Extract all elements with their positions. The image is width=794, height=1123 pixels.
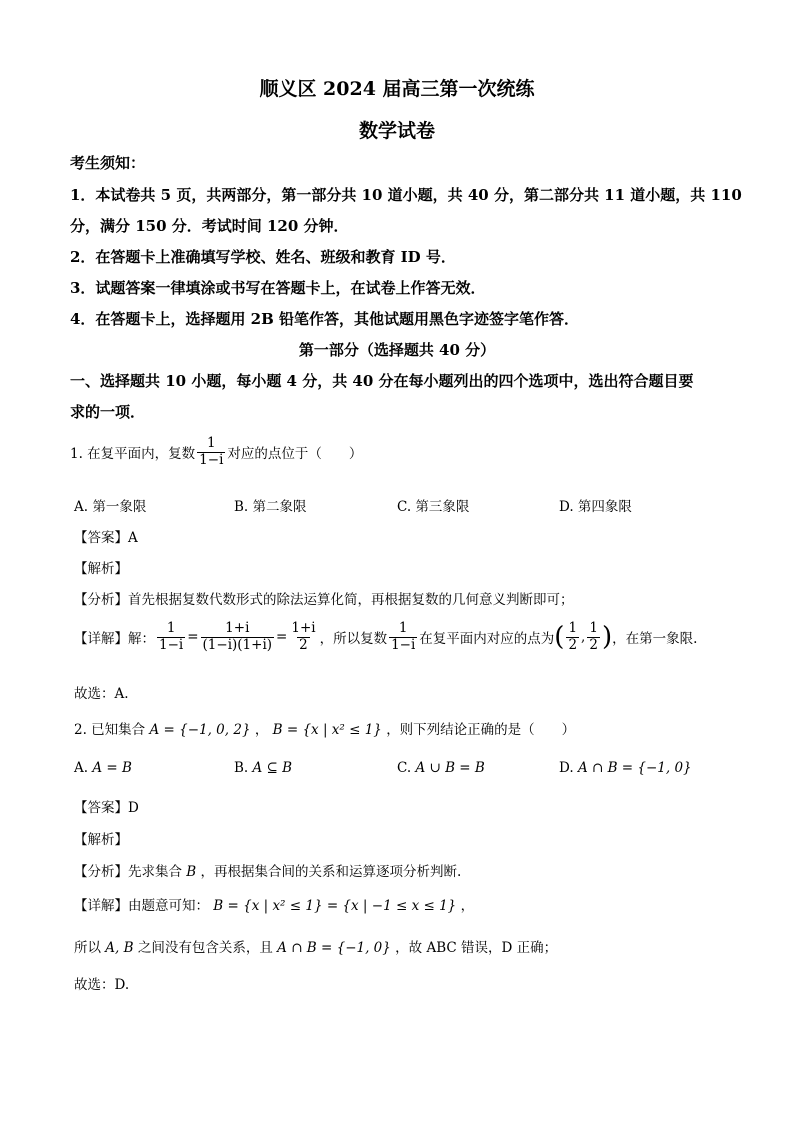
notice-item-1-cont: 分，满分 150 分．考试时间 120 分钟． bbox=[70, 217, 349, 235]
q1-detail-frac3 bbox=[289, 621, 317, 653]
q1-detail-eq1: = bbox=[187, 629, 199, 646]
q1-option-a: A. 第一象限 bbox=[74, 499, 147, 515]
exam-title: 顺义区 2024 届高三第一次统练 bbox=[259, 78, 535, 100]
q2-detail-label: 【详解】由题意可知： bbox=[74, 898, 209, 914]
q2-option-a-letter: A. bbox=[74, 760, 89, 776]
q2-option-b-letter: B. bbox=[234, 760, 249, 776]
notice-item-4: 4．在答题卡上，选择题用 2B 铅笔作答，其他试题用黑色字迹签字笔作答． bbox=[70, 310, 579, 328]
q1-detail-frac2 bbox=[201, 621, 275, 653]
q2-line2-var: A, B bbox=[105, 940, 134, 956]
q1-point-y-num: 1 bbox=[589, 620, 598, 636]
notice-item-1: 1．本试卷共 5 页，共两部分，第一部分共 10 道小题，共 40 分，第二部分共 11 道小题，共 110 bbox=[70, 186, 742, 204]
q2-stem bbox=[74, 718, 575, 738]
q2-option-c-expr: A ∪ B = B bbox=[415, 760, 485, 776]
q2-line2-expr: A ∩ B = {−1, 0} bbox=[277, 940, 391, 956]
q1-point-y-den: 2 bbox=[589, 636, 598, 653]
q2-prefix: 2. 已知集合 bbox=[74, 722, 146, 738]
notice-heading: 考生须知： bbox=[70, 154, 146, 172]
q1-detail-end: ，在第一象限. bbox=[612, 631, 698, 648]
q2-fenxi-prefix: 【分析】先求集合 bbox=[74, 864, 182, 880]
q1-frac-den: 1−i bbox=[199, 451, 224, 468]
q1-fraction bbox=[197, 436, 225, 468]
q2-set-a: A = {−1, 0, 2} bbox=[149, 722, 251, 738]
q1-point-comma: , bbox=[581, 629, 586, 646]
q2-option-c bbox=[397, 760, 485, 776]
part1-intro-line2: 求的一项． bbox=[70, 403, 146, 421]
q1-detail-label: 【详解】解： bbox=[74, 631, 155, 648]
q1-frac-num: 1 bbox=[206, 435, 216, 451]
q1-detail-frac4-den: 1−i bbox=[391, 636, 416, 653]
q2-conclusion: 故选：D. bbox=[74, 977, 130, 993]
q1-analysis-tag: 【解析】 bbox=[74, 561, 128, 577]
q1-detail-mid: ，所以复数 bbox=[319, 631, 388, 648]
q1-suffix: 对应的点位于（ ） bbox=[227, 446, 363, 463]
q2-sep: ， bbox=[254, 722, 269, 738]
q1-fenxi: 【分析】首先根据复数代数形式的除法运算化简，再根据复数的几何意义判断即可； bbox=[74, 592, 574, 608]
q1-detail-frac1 bbox=[157, 621, 185, 653]
q1-detail-frac1-den: 1−i bbox=[159, 636, 184, 653]
part1-intro-line1: 一、选择题共 10 小题，每小题 4 分，共 40 分在每小题列出的四个选项中，选出符合题目要 bbox=[70, 372, 694, 390]
q1-detail-eq2: = bbox=[276, 629, 288, 646]
q2-option-a-expr: A = B bbox=[92, 760, 132, 776]
q2-fenxi-var: B bbox=[186, 864, 197, 880]
q1-detail-frac1-num: 1 bbox=[166, 620, 176, 636]
q2-set-b: B = {x | x² ≤ 1} bbox=[272, 722, 382, 738]
q1-detail-frac2-num: 1+i bbox=[225, 620, 250, 636]
q1-point-y bbox=[587, 621, 600, 653]
q2-line2-prefix: 所以 bbox=[74, 940, 101, 956]
q2-detail-line2 bbox=[74, 936, 557, 956]
q2-answer: 【答案】D bbox=[74, 800, 139, 816]
q1-detail bbox=[74, 621, 697, 653]
q2-option-d-letter: D. bbox=[559, 760, 574, 776]
q1-conclusion: 故选：A. bbox=[74, 686, 129, 702]
q1-point-rparen: ) bbox=[601, 622, 613, 653]
q1-detail-frac4 bbox=[389, 621, 417, 653]
q2-option-b-expr: A ⊆ B bbox=[252, 760, 293, 776]
q2-option-b bbox=[234, 760, 292, 776]
q1-option-d: D. 第四象限 bbox=[559, 499, 632, 515]
q1-point-x bbox=[566, 621, 579, 653]
q1-point-x-den: 2 bbox=[568, 636, 578, 653]
q2-line2-end: ，故 ABC 错误，D 正确； bbox=[395, 940, 558, 956]
q2-suffix: ，则下列结论正确的是（ ） bbox=[386, 722, 576, 738]
q2-detail-expr: B = {x | x² ≤ 1} = {x | −1 ≤ x ≤ 1} bbox=[213, 898, 457, 914]
q1-point-lparen: ( bbox=[554, 622, 565, 653]
q1-option-b: B. 第二象限 bbox=[234, 499, 307, 515]
q2-option-c-letter: C. bbox=[397, 760, 412, 776]
q2-option-d bbox=[559, 760, 692, 776]
q2-option-a bbox=[74, 760, 132, 776]
q1-detail-mid2: 在复平面内对应的点为 bbox=[419, 631, 555, 648]
q1-detail-frac3-num: 1+i bbox=[291, 620, 316, 636]
q2-fenxi-suffix: ，再根据集合间的关系和运算逐项分析判断. bbox=[200, 864, 462, 880]
notice-item-2: 2．在答题卡上准确填写学校、姓名、班级和教育 ID 号． bbox=[70, 248, 456, 266]
q2-line2-mid: 之间没有包含关系，且 bbox=[137, 940, 273, 956]
q2-detail-end: ， bbox=[460, 898, 475, 914]
q2-analysis-tag: 【解析】 bbox=[74, 832, 128, 848]
q2-fenxi bbox=[74, 860, 461, 880]
q2-option-d-expr: A ∩ B = {−1, 0} bbox=[577, 760, 692, 776]
q1-answer: 【答案】A bbox=[74, 530, 138, 546]
notice-item-3: 3．试题答案一律填涂或书写在答题卡上，在试卷上作答无效． bbox=[70, 279, 486, 297]
part1-heading: 第一部分（选择题共 40 分） bbox=[298, 341, 496, 359]
q1-stem bbox=[70, 436, 362, 468]
q1-detail-frac3-den: 2 bbox=[299, 636, 308, 653]
q1-prefix: 1. 在复平面内，复数 bbox=[70, 446, 196, 463]
q1-detail-frac4-num: 1 bbox=[398, 620, 408, 636]
q1-detail-frac2-den: (1−i)(1+i) bbox=[202, 636, 273, 653]
q1-point-x-num: 1 bbox=[568, 620, 578, 636]
q1-option-c: C. 第三象限 bbox=[397, 499, 470, 515]
q2-detail bbox=[74, 894, 474, 914]
exam-subtitle: 数学试卷 bbox=[358, 120, 435, 142]
